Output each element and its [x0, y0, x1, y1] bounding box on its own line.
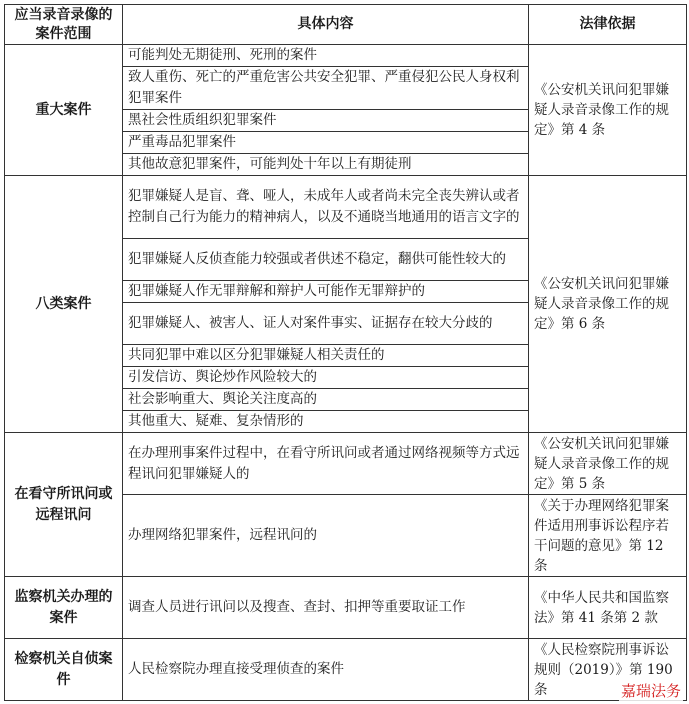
- content-cell: 可能判处无期徒刑、死刑的案件: [123, 45, 529, 67]
- category-supervisory-cases: 监察机关办理的案件: [5, 577, 123, 639]
- watermark-label: 嘉瑞法务: [620, 682, 681, 700]
- table-row: [5, 433, 687, 495]
- legal-basis-cell: 《人民检察院刑事诉讼规则（2019）》第 190 条: [529, 639, 687, 701]
- legal-basis-cell: 《关于办理网络犯罪案件适用刑事诉讼程序若干问题的意见》第 12 条: [529, 495, 687, 577]
- content-cell: 人民检察院办理直接受理侦查的案件: [123, 639, 529, 701]
- header-content: 具体内容: [123, 5, 529, 45]
- content-cell: 严重毒品犯罪案件: [123, 132, 529, 154]
- legal-basis-cell: 《公安机关讯问犯罪嫌疑人录音录像工作的规定》第 4 条: [529, 45, 687, 176]
- content-cell: 社会影响重大、舆论关注度高的: [123, 389, 529, 411]
- table-row: [5, 45, 687, 67]
- content-cell: 犯罪嫌疑人反侦查能力较强或者供述不稳定，翻供可能性较大的: [123, 239, 529, 281]
- content-cell: 调查人员进行讯问以及搜查、查封、扣押等重要取证工作: [123, 577, 529, 639]
- category-procuratorate-cases: 检察机关自侦案件: [5, 639, 123, 701]
- category-major-cases: 重大案件: [5, 45, 123, 176]
- header-row: [5, 5, 687, 45]
- legal-basis-cell: 《公安机关讯问犯罪嫌疑人录音录像工作的规定》第 6 条: [529, 176, 687, 433]
- category-detention-remote: 在看守所讯问或远程讯问: [5, 433, 123, 577]
- header-scope: 应当录音录像的案件范围: [5, 5, 123, 45]
- content-cell: 犯罪嫌疑人作无罪辩解和辩护人可能作无罪辩护的: [123, 281, 529, 303]
- table-row: [5, 577, 687, 639]
- content-cell: 其他重大、疑难、复杂情形的: [123, 411, 529, 433]
- content-cell: 在办理刑事案件过程中，在看守所讯问或者通过网络视频等方式远程讯问犯罪嫌疑人的: [123, 433, 529, 495]
- content-cell: 致人重伤、死亡的严重危害公共安全犯罪、严重侵犯公民人身权利犯罪案件: [123, 67, 529, 110]
- legal-basis-cell: 《中华人民共和国监察法》第 41 条第 2 款: [529, 577, 687, 639]
- content-cell: 共同犯罪中难以区分犯罪嫌疑人相关责任的: [123, 345, 529, 367]
- header-legal-basis: 法律依据: [529, 5, 687, 45]
- legal-basis-cell: 《公安机关讯问犯罪嫌疑人录音录像工作的规定》第 5 条: [529, 433, 687, 495]
- content-cell: 办理网络犯罪案件，远程讯问的: [123, 495, 529, 577]
- table-row: [5, 176, 687, 239]
- content-cell: 犯罪嫌疑人、被害人、证人对案件事实、证据存在较大分歧的: [123, 303, 529, 345]
- content-cell: 犯罪嫌疑人是盲、聋、哑人，未成年人或者尚未完全丧失辨认或者控制自己行为能力的精神病人，以及不通晓当地通用的语言文字的: [123, 176, 529, 239]
- content-cell: 引发信访、舆论炒作风险较大的: [123, 367, 529, 389]
- table-row: [5, 639, 687, 701]
- category-eight-types: 八类案件: [5, 176, 123, 433]
- content-cell: 其他故意犯罪案件，可能判处十年以上有期徒刑: [123, 154, 529, 176]
- case-scope-table: [4, 4, 687, 701]
- content-cell: 黑社会性质组织犯罪案件: [123, 110, 529, 132]
